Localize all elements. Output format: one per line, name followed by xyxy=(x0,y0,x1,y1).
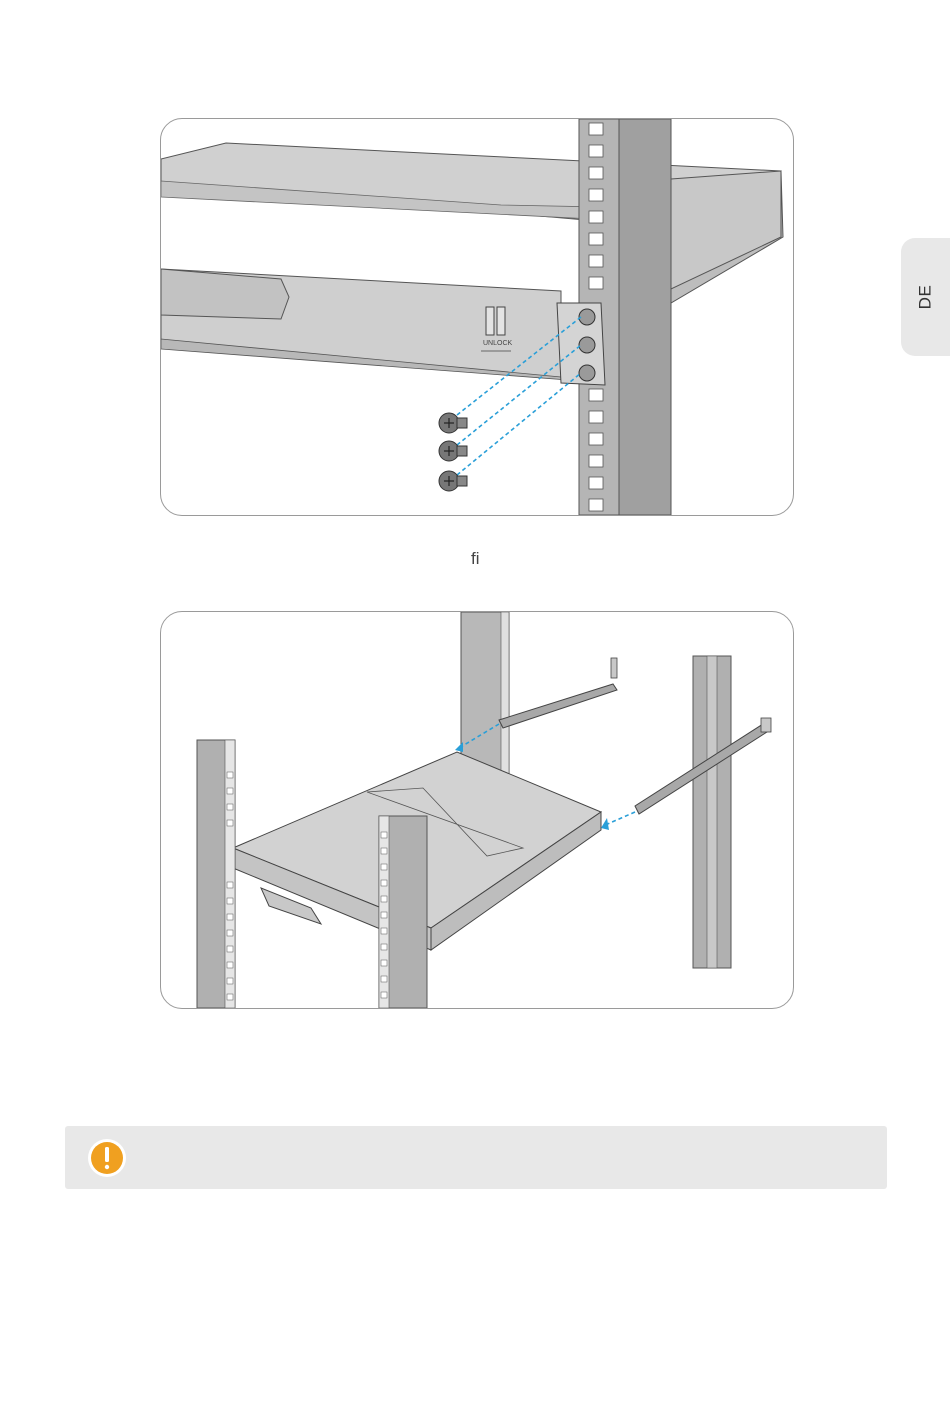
figure-caption: ﬁ xyxy=(471,549,480,568)
figure-bracket-screws xyxy=(160,118,794,516)
screw-icon xyxy=(439,441,467,461)
figure-rack-install xyxy=(160,611,794,1009)
rack-install-illustration xyxy=(161,612,793,1008)
screw-icon xyxy=(439,413,467,433)
warning-notice xyxy=(65,1126,887,1189)
unlock-label: UNLOCK xyxy=(483,340,513,347)
bracket-illustration xyxy=(161,119,793,515)
language-tab-label: DE xyxy=(915,284,935,310)
screw-icon xyxy=(439,471,467,491)
warning-icon xyxy=(87,1138,127,1178)
language-tab[interactable] xyxy=(901,238,950,356)
